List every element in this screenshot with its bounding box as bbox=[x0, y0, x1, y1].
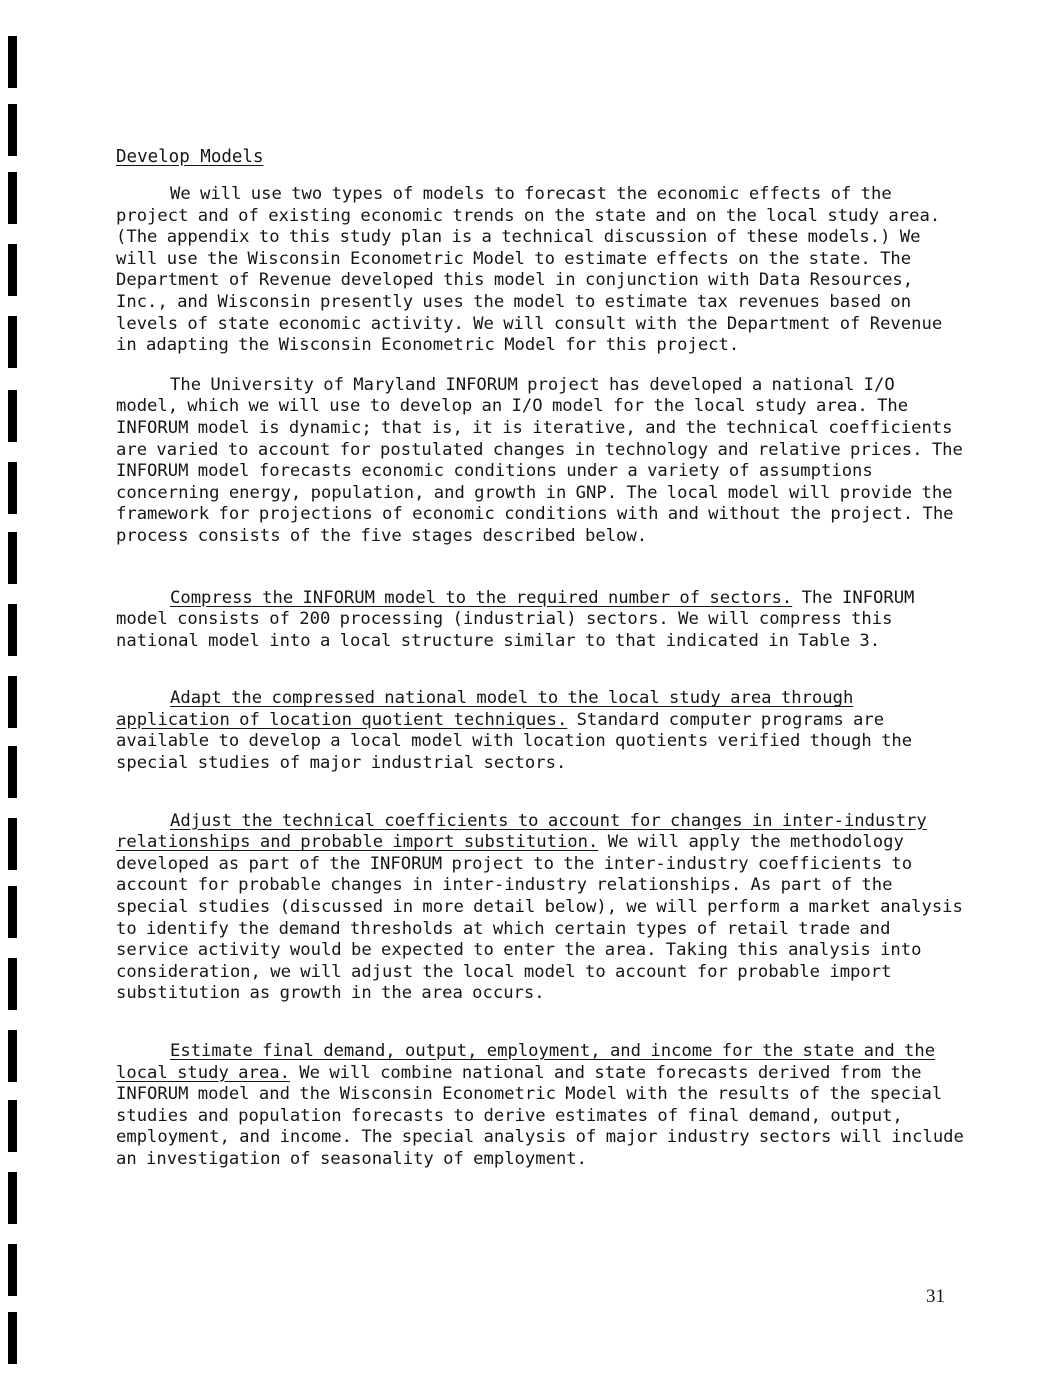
stage-body: The INFORUM model consists of 200 processing (industrial) sectors. We will compress this national model into a local structure similar to that indicated in Table 3. bbox=[116, 587, 915, 651]
binding-mark bbox=[8, 1172, 17, 1224]
binding-mark bbox=[8, 604, 17, 656]
stage-title: Compress the INFORUM model to the required number of sectors. bbox=[170, 587, 793, 608]
binding-mark bbox=[8, 676, 17, 728]
binding-mark bbox=[8, 818, 17, 870]
page-number: 31 bbox=[926, 1286, 945, 1307]
binding-mark bbox=[8, 462, 17, 514]
binding-mark bbox=[8, 532, 17, 584]
binding-mark bbox=[8, 1312, 17, 1364]
stage-title: Adjust the technical coefficients to account for changes in inter-industry relationships and probable import substitution. bbox=[116, 810, 927, 853]
stage-body: We will combine national and state forecasts derived from the INFORUM model and the Wisconsin Econometric Model with the results of the special studies and population forecasts to derive estimates of final demand, output, employment, and income. The special analysis of major industry sectors will include an investigation of seasonality of employment. bbox=[116, 1062, 964, 1169]
stage-title: Adapt the compressed national model to the local study area through application of location quotient techniques. bbox=[116, 688, 854, 730]
binding-mark bbox=[8, 36, 17, 88]
stage-paragraph bbox=[116, 588, 966, 653]
intro-paragraph: We will use two types of models to forecast the economic effects of the project and of existing economic trends on the state and on the local study area. (The appendix to this study plan is a technical discussion of these models.) We will use the Wisconsin Econometric Model to estimate effects on the state. The Department of Revenue developed this model in conjunction with Data Resources, Inc., and Wisconsin presently uses the model to estimate tax revenues based on levels of state economic activity. We will consult with the Department of Revenue in adapting the Wisconsin Econometric Model for this project. bbox=[116, 184, 943, 356]
section-heading: Develop Models bbox=[116, 147, 264, 167]
stage-body: Standard computer programs are available to develop a local model with location quotients verified though the special studies of major industrial sectors. bbox=[116, 709, 913, 774]
binding-mark bbox=[8, 316, 17, 368]
binding-mark bbox=[8, 1100, 17, 1152]
binding-mark bbox=[8, 244, 17, 296]
page-content bbox=[116, 146, 966, 1171]
stage-paragraph bbox=[116, 811, 966, 1005]
binding-mark bbox=[8, 886, 17, 938]
binding-mark bbox=[8, 104, 17, 156]
binding-mark bbox=[8, 172, 17, 224]
binding-marks bbox=[8, 0, 18, 1380]
binding-mark bbox=[8, 390, 17, 442]
stage-paragraph bbox=[116, 688, 966, 774]
binding-mark bbox=[8, 1244, 17, 1296]
binding-mark bbox=[8, 1030, 17, 1082]
stage-paragraph bbox=[116, 1041, 966, 1171]
binding-mark bbox=[8, 958, 17, 1010]
stage-title: Estimate final demand, output, employment, and income for the state and the local study area. bbox=[116, 1041, 936, 1083]
intro-paragraph: The University of Maryland INFORUM project has developed a national I/O model, which we will use to develop an I/O model for the local study area. The INFORUM model is dynamic; that is, it is iterative, and the technical coefficients are varied to account for postulated changes in technology and relative prices. The INFORUM model forecasts economic conditions under a variety of assumptions concerning energy, population, and growth in GNP. The local model will provide the framework for projections of economic conditions with and without the project. The process consists of the five stages described below. bbox=[116, 374, 963, 546]
binding-mark bbox=[8, 746, 17, 798]
stage-body: We will apply the methodology developed as part of the INFORUM project to the inter-industry coefficients to account for probable changes in inter-industry relationships. As part of the special studies (discussed in more detail below), we will perform a market analysis to identify the demand thresholds at which certain types of retail trade and service activity would be expected to enter the area. Taking this analysis into consideration, we will adjust the local model to account for probable import substitution as growth in the area occurs. bbox=[116, 832, 963, 1004]
